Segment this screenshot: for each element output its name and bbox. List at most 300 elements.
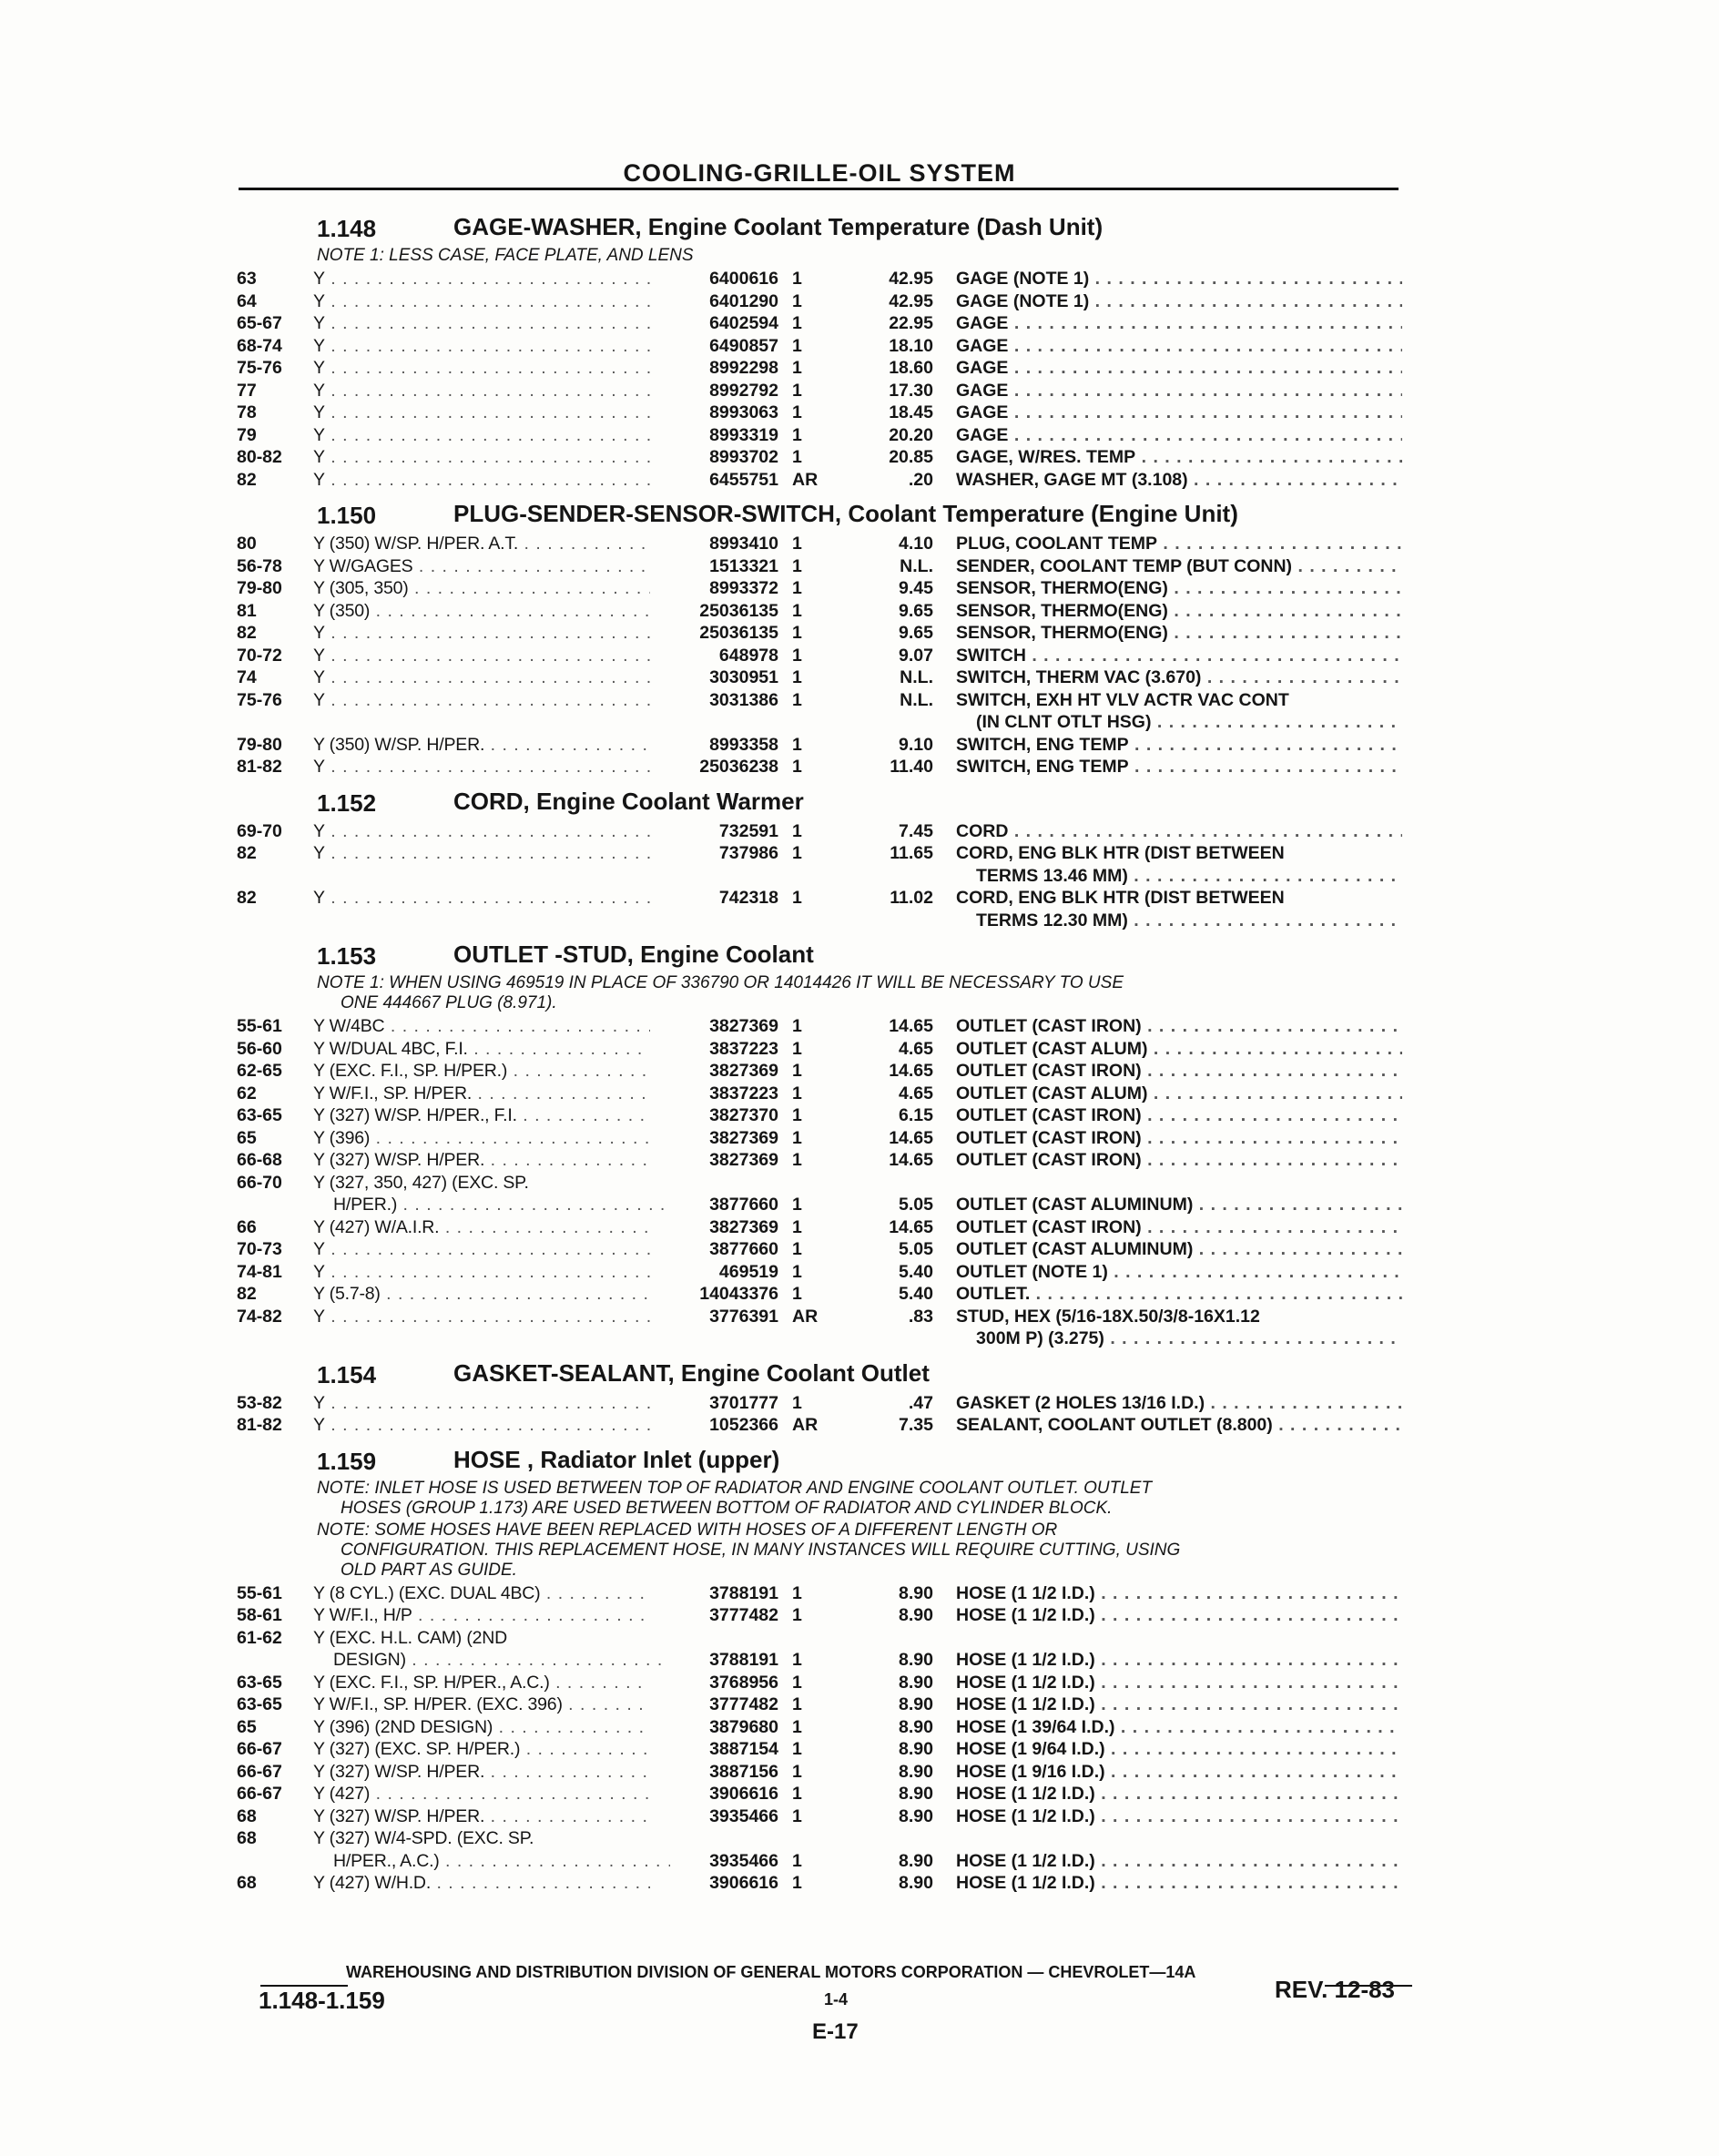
quantity: 1 [792, 358, 802, 378]
application: Y . . . [313, 268, 650, 290]
part-row [237, 1716, 1420, 1739]
price: 5.40 [899, 1261, 933, 1282]
part-number: 3879680 [709, 1716, 778, 1737]
part-number: 6490857 [709, 335, 778, 356]
part-number: 3837223 [709, 1083, 778, 1103]
part-row [237, 1582, 1420, 1605]
price: 17.30 [889, 380, 933, 401]
quantity: 1 [792, 1605, 802, 1625]
model-years: 68 [237, 1873, 257, 1893]
application: Y . . . [313, 290, 650, 313]
part-description: SWITCH . . . [956, 645, 1402, 667]
model-years: 70-72 [237, 645, 282, 666]
part-description: OUTLET (CAST IRON) . . . [956, 1149, 1402, 1172]
part-description: GAGE . . . [956, 357, 1402, 380]
quantity: 1 [792, 1739, 802, 1759]
model-years: 68 [237, 1805, 257, 1826]
quantity: 1 [792, 1850, 802, 1871]
price: 8.90 [899, 1650, 933, 1670]
model-years: 82 [237, 888, 257, 908]
part-number: 737986 [718, 843, 778, 863]
model-years: 80 [237, 534, 257, 554]
part-description: PLUG, COOLANT TEMP . . . [956, 533, 1402, 555]
application: Y . . . [313, 469, 650, 492]
application: Y W/F.I., H/P . . . [313, 1604, 650, 1627]
quantity: AR [792, 1415, 819, 1435]
footer-revision: REV. 12-83 [1275, 1976, 1396, 2003]
section-note [237, 1479, 1420, 1519]
price: 20.20 [889, 424, 933, 445]
model-years: 66-67 [237, 1739, 282, 1759]
application: Y W/DUAL 4BC, F.I. . . . [313, 1038, 650, 1061]
part-number: 6402594 [709, 313, 778, 333]
part-row [237, 424, 1420, 447]
section-title: GAGE-WASHER, Engine Coolant Temperature (Dash Unit) [453, 213, 1104, 240]
note-line: NOTE: SOME HOSES HAVE BEEN REPLACED WITH HOSES OF A DIFFERENT LENGTH OR [317, 1520, 1058, 1540]
application: Y W/GAGES . . . [313, 555, 650, 578]
note-line: CONFIGURATION. THIS REPLACEMENT HOSE, IN MANY INSTANCES WILL REQUIRE CUTTING, USING [341, 1540, 1181, 1560]
price: 8.90 [899, 1739, 933, 1759]
price: 8.90 [899, 1873, 933, 1893]
price: 22.95 [889, 313, 933, 333]
part-number: 3877660 [709, 1239, 778, 1259]
part-number: 3906616 [709, 1784, 778, 1804]
model-years: 62 [237, 1083, 257, 1103]
part-number: 8993702 [709, 447, 778, 467]
note-line: NOTE 1: WHEN USING 469519 IN PLACE OF 336790 OR 14014426 IT WILL BE NECESSARY TO USE [317, 973, 1124, 992]
quantity: 1 [792, 424, 802, 445]
part-row [237, 577, 1420, 600]
part-row [237, 887, 1420, 910]
application: Y (305, 350) . . . [313, 577, 650, 600]
part-row [237, 1805, 1420, 1828]
part-description: GAGE . . . [956, 424, 1402, 447]
part-number: 3768956 [709, 1672, 778, 1693]
part-number: 8992298 [709, 358, 778, 378]
price: 4.65 [899, 1083, 933, 1103]
part-number: 3788191 [709, 1650, 778, 1670]
part-number: 3906616 [709, 1873, 778, 1893]
model-years: 58-61 [237, 1605, 282, 1625]
part-row [237, 1238, 1420, 1261]
application: Y . . . [313, 842, 650, 865]
part-description: GASKET (2 HOLES 13/16 I.D.) . . . [956, 1392, 1402, 1415]
application: DESIGN) . . . [313, 1649, 670, 1672]
price: 4.10 [899, 534, 933, 554]
part-number: 742318 [718, 888, 778, 908]
application: Y (350) . . . [313, 600, 650, 623]
model-years: 77 [237, 380, 257, 401]
price: 8.90 [899, 1605, 933, 1625]
application: Y (327) (EXC. SP. H/PER.) . . . [313, 1738, 650, 1761]
part-row [237, 1060, 1420, 1083]
price: 8.90 [899, 1672, 933, 1693]
price: 8.90 [899, 1716, 933, 1737]
model-years: 74-81 [237, 1261, 282, 1282]
application: Y . . . [313, 666, 650, 689]
section-number: 1.154 [317, 1360, 377, 1388]
model-years: 56-78 [237, 555, 282, 576]
part-row [237, 1392, 1420, 1415]
price: 6.15 [899, 1105, 933, 1125]
model-years: 82 [237, 1284, 257, 1304]
part-description: HOSE (1 1/2 I.D.) . . . [956, 1872, 1402, 1895]
part-description: HOSE (1 1/2 I.D.) . . . [956, 1850, 1402, 1873]
part-description: OUTLET (CAST ALUMINUM) . . . [956, 1238, 1402, 1261]
part-description: OUTLET (CAST IRON) . . . [956, 1104, 1402, 1127]
section-number: 1.150 [317, 502, 377, 529]
quantity: 1 [792, 1672, 802, 1693]
quantity: 1 [792, 1716, 802, 1737]
part-description: OUTLET (CAST IRON) . . . [956, 1127, 1402, 1150]
section-heading [237, 496, 1420, 533]
part-description: GAGE . . . [956, 312, 1402, 335]
price: 11.02 [890, 888, 933, 908]
part-description: OUTLET (CAST ALUM) . . . [956, 1038, 1402, 1061]
part-description: CORD, ENG BLK HTR (DIST BETWEEN [956, 843, 1285, 863]
part-row [237, 1172, 1420, 1195]
application: Y . . . [313, 335, 650, 358]
price: 11.40 [890, 757, 933, 777]
model-years: 81-82 [237, 757, 282, 777]
quantity: AR [792, 469, 819, 490]
application: Y (350) W/SP. H/PER. A.T. . . . [313, 533, 650, 555]
part-row [237, 1306, 1420, 1328]
price: 5.05 [899, 1239, 933, 1259]
part-row [237, 1038, 1420, 1061]
part-row [237, 842, 1420, 865]
part-row [237, 1738, 1420, 1761]
section-title: GASKET-SEALANT, Engine Coolant Outlet [453, 1358, 930, 1387]
part-row [237, 622, 1420, 645]
part-description: HOSE (1 1/2 I.D.) . . . [956, 1582, 1402, 1605]
section-number: 1.159 [317, 1447, 377, 1475]
price: N.L. [900, 667, 933, 687]
part-description: HOSE (1 39/64 I.D.) . . . [956, 1716, 1402, 1739]
part-description: GAGE (NOTE 1) . . . [956, 290, 1402, 313]
section-heading [237, 784, 1420, 820]
part-description: GAGE (NOTE 1) . . . [956, 268, 1402, 290]
model-years: 64 [237, 290, 257, 311]
part-number: 8993372 [709, 578, 778, 598]
part-row [237, 555, 1420, 578]
part-description: CORD . . . [956, 820, 1402, 843]
model-years: 79 [237, 424, 257, 445]
quantity: 1 [792, 1195, 802, 1215]
parts-listing [237, 204, 1420, 1895]
price: 9.65 [899, 600, 933, 621]
section-note [237, 1520, 1420, 1581]
model-years: 56-60 [237, 1038, 282, 1059]
footer-group-range: 1.148-1.159 [259, 1987, 385, 2014]
model-years: 79-80 [237, 578, 282, 598]
part-description: HOSE (1 1/2 I.D.) . . . [956, 1805, 1402, 1828]
part-row [237, 600, 1420, 623]
application: Y . . . [313, 622, 650, 645]
price: 9.45 [899, 578, 933, 598]
part-description: SENSOR, THERMO(ENG) . . . [956, 600, 1402, 623]
quantity: 1 [792, 843, 802, 863]
price: 5.05 [899, 1195, 933, 1215]
part-row [237, 910, 1420, 932]
note-line: NOTE: INLET HOSE IS USED BETWEEN TOP OF RADIATOR AND ENGINE COOLANT OUTLET. OUTLET [317, 1478, 1153, 1498]
application: Y . . . [313, 402, 650, 424]
part-number: 3777482 [709, 1605, 778, 1625]
model-years: 80-82 [237, 447, 282, 467]
price: 18.45 [889, 402, 933, 422]
model-years: 74-82 [237, 1306, 282, 1327]
section-heading [237, 937, 1420, 973]
quantity: 1 [792, 734, 802, 755]
quantity: 1 [792, 888, 802, 908]
part-description: 300M P) (3.275) . . . [976, 1327, 1402, 1350]
model-years: 81 [237, 600, 257, 621]
application: Y (350) W/SP. H/PER. . . . [313, 734, 650, 757]
part-row [237, 1149, 1420, 1172]
part-row [237, 402, 1420, 424]
part-row [237, 666, 1420, 689]
section-title: CORD, Engine Coolant Warmer [453, 787, 804, 815]
price: 9.07 [899, 645, 933, 666]
part-description: GAGE . . . [956, 335, 1402, 358]
application: Y . . . [313, 1306, 650, 1328]
quantity: 1 [792, 380, 802, 401]
price: 8.90 [899, 1805, 933, 1826]
price: 14.65 [889, 1216, 933, 1237]
quantity: 1 [792, 1083, 802, 1103]
part-description: SEALANT, COOLANT OUTLET (8.800) . . . [956, 1414, 1402, 1437]
quantity: 1 [792, 578, 802, 598]
part-description: GAGE . . . [956, 402, 1402, 424]
section-number: 1.148 [317, 215, 377, 242]
part-description: OUTLET (CAST IRON) . . . [956, 1216, 1402, 1239]
note-line: NOTE 1: LESS CASE, FACE PLATE, AND LENS [317, 246, 694, 265]
section-1-154 [237, 1356, 1420, 1437]
quantity: 1 [792, 1216, 802, 1237]
part-number: 1052366 [709, 1415, 778, 1435]
part-row [237, 1672, 1420, 1694]
part-description: HOSE (1 9/16 I.D.) . . . [956, 1761, 1402, 1784]
quantity: 1 [792, 1392, 802, 1413]
application: Y (327, 350, 427) (EXC. SP. [313, 1172, 529, 1193]
section-1-152 [237, 784, 1420, 932]
part-number: 469519 [718, 1261, 778, 1282]
model-years: 63-65 [237, 1672, 282, 1693]
application: Y (396) . . . [313, 1127, 650, 1150]
part-row [237, 865, 1420, 888]
part-row [237, 689, 1420, 712]
section-1-150 [237, 496, 1420, 778]
part-row [237, 1283, 1420, 1306]
application: H/PER.) . . . [313, 1194, 670, 1216]
part-row [237, 1604, 1420, 1627]
quantity: 1 [792, 600, 802, 621]
part-row [237, 469, 1420, 492]
part-row [237, 820, 1420, 843]
part-description: WASHER, GAGE MT (3.108) . . . [956, 469, 1402, 492]
part-description: TERMS 12.30 MM) . . . [976, 910, 1402, 932]
part-number: 3031386 [709, 689, 778, 710]
part-description: HOSE (1 1/2 I.D.) . . . [956, 1783, 1402, 1805]
model-years: 66 [237, 1216, 257, 1237]
application: Y W/F.I., SP. H/PER. . . . [313, 1083, 650, 1105]
part-number: 25036238 [699, 757, 778, 777]
part-row [237, 1872, 1420, 1895]
part-row [237, 1693, 1420, 1716]
part-number: 3887154 [709, 1739, 778, 1759]
application: Y (427) W/A.I.R. . . . [313, 1216, 650, 1239]
quantity: 1 [792, 534, 802, 554]
part-row [237, 1261, 1420, 1284]
part-description: OUTLET (CAST IRON) . . . [956, 1015, 1402, 1038]
model-years: 68-74 [237, 335, 282, 356]
part-number: 3827369 [709, 1216, 778, 1237]
section-note [237, 246, 1420, 266]
quantity: 1 [792, 1694, 802, 1714]
application: Y . . . [313, 446, 650, 469]
part-row [237, 1104, 1420, 1127]
part-description: HOSE (1 1/2 I.D.) . . . [956, 1649, 1402, 1672]
quantity: 1 [792, 757, 802, 777]
part-description: HOSE (1 9/64 I.D.) . . . [956, 1738, 1402, 1761]
section-heading [237, 1356, 1420, 1392]
part-description: OUTLET (CAST ALUM) . . . [956, 1083, 1402, 1105]
part-description: STUD, HEX (5/16-18X.50/3/8-16X1.12 [956, 1306, 1260, 1327]
part-description: SWITCH, ENG TEMP . . . [956, 756, 1402, 778]
part-number: 8992792 [709, 380, 778, 401]
price: 18.60 [889, 358, 933, 378]
quantity: AR [792, 1306, 819, 1327]
application: Y . . . [313, 1261, 650, 1284]
application: Y . . . [313, 820, 650, 843]
model-years: 75-76 [237, 689, 282, 710]
part-row [237, 1783, 1420, 1805]
price: .83 [908, 1306, 933, 1327]
section-number: 1.153 [317, 942, 377, 970]
part-number: 14043376 [699, 1284, 778, 1304]
price: 9.10 [899, 734, 933, 755]
title-rule [239, 188, 1399, 190]
application: Y (8 CYL.) (EXC. DUAL 4BC) . . . [313, 1582, 650, 1605]
model-years: 66-67 [237, 1761, 282, 1782]
model-years: 66-68 [237, 1150, 282, 1170]
section-title: HOSE , Radiator Inlet (upper) [453, 1445, 780, 1473]
application: Y . . . [313, 689, 650, 712]
part-number: 3935466 [709, 1850, 778, 1871]
section-1-148 [237, 209, 1420, 491]
part-row [237, 1127, 1420, 1150]
part-row [237, 1216, 1420, 1239]
application: Y W/4BC . . . [313, 1015, 650, 1038]
part-number: 25036135 [699, 623, 778, 643]
quantity: 1 [792, 1239, 802, 1259]
application: Y (EXC. H.L. CAM) (2ND [313, 1627, 508, 1648]
application: Y (327) W/SP. H/PER., F.I. . . . [313, 1104, 650, 1127]
application: Y (EXC. F.I., SP. H/PER., A.C.) . . . [313, 1672, 650, 1694]
price: 8.90 [899, 1582, 933, 1603]
part-number: 6400616 [709, 269, 778, 289]
application: H/PER., A.C.) . . . [313, 1850, 670, 1873]
part-row [237, 1083, 1420, 1105]
quantity: 1 [792, 820, 802, 841]
footer-page-number: 1-4 [824, 1990, 849, 2009]
model-years: 61-62 [237, 1627, 282, 1648]
part-row [237, 734, 1420, 757]
application: Y (427) W/H.D. . . . [313, 1872, 650, 1895]
price: 14.65 [889, 1127, 933, 1148]
part-number: 3701777 [709, 1392, 778, 1413]
model-years: 65 [237, 1127, 257, 1148]
quantity: 1 [792, 1284, 802, 1304]
note-line: OLD PART AS GUIDE. [341, 1560, 517, 1580]
model-years: 65-67 [237, 313, 282, 333]
part-description: SENSOR, THERMO(ENG) . . . [956, 577, 1402, 600]
application: Y . . . [313, 1414, 650, 1437]
part-row [237, 1850, 1420, 1873]
model-years: 82 [237, 843, 257, 863]
price: 42.95 [889, 269, 933, 289]
quantity: 1 [792, 1150, 802, 1170]
price: 8.90 [899, 1784, 933, 1804]
part-row [237, 446, 1420, 469]
part-row [237, 268, 1420, 290]
part-description: SWITCH, EXH HT VLV ACTR VAC CONT [956, 689, 1289, 710]
part-description: GAGE, W/RES. TEMP . . . [956, 446, 1402, 469]
section-title: OUTLET -STUD, Engine Coolant [453, 941, 814, 968]
part-number: 3827369 [709, 1127, 778, 1148]
quantity: 1 [792, 1016, 802, 1036]
model-years: 63 [237, 269, 257, 289]
quantity: 1 [792, 1784, 802, 1804]
quantity: 1 [792, 269, 802, 289]
part-number: 6401290 [709, 290, 778, 311]
part-description: OUTLET (NOTE 1) . . . [956, 1261, 1402, 1284]
application: Y . . . [313, 645, 650, 667]
price: 9.65 [899, 623, 933, 643]
model-years: 65 [237, 1716, 257, 1737]
model-years: 78 [237, 402, 257, 422]
part-row [237, 380, 1420, 402]
part-number: 8993319 [709, 424, 778, 445]
price: .47 [908, 1392, 933, 1413]
part-row [237, 1327, 1420, 1350]
price: 20.85 [889, 447, 933, 467]
footer-publisher: WAREHOUSING AND DISTRIBUTION DIVISION OF GENERAL MOTORS CORPORATION — CHEVROLET—14A [346, 1963, 1196, 1981]
model-years: 69-70 [237, 820, 282, 841]
note-line: HOSES (GROUP 1.173) ARE USED BETWEEN BOTTOM OF RADIATOR AND CYLINDER BLOCK. [341, 1498, 1113, 1518]
price: 7.35 [899, 1415, 933, 1435]
application: Y (327) W/4-SPD. (EXC. SP. [313, 1828, 534, 1848]
part-number: 3827370 [709, 1105, 778, 1125]
part-row [237, 645, 1420, 667]
application: Y W/F.I., SP. H/PER. (EXC. 396) . . . [313, 1693, 650, 1716]
part-number: 3887156 [709, 1761, 778, 1782]
application: Y (396) (2ND DESIGN) . . . [313, 1716, 650, 1739]
part-row [237, 533, 1420, 555]
part-row [237, 1414, 1420, 1437]
model-years: 70-73 [237, 1239, 282, 1259]
quantity: 1 [792, 1582, 802, 1603]
quantity: 1 [792, 667, 802, 687]
quantity: 1 [792, 1761, 802, 1782]
part-row [237, 290, 1420, 313]
part-row [237, 357, 1420, 380]
quantity: 1 [792, 623, 802, 643]
application: Y . . . [313, 756, 650, 778]
part-row [237, 1627, 1420, 1650]
model-years: 66-67 [237, 1784, 282, 1804]
price: 8.90 [899, 1694, 933, 1714]
